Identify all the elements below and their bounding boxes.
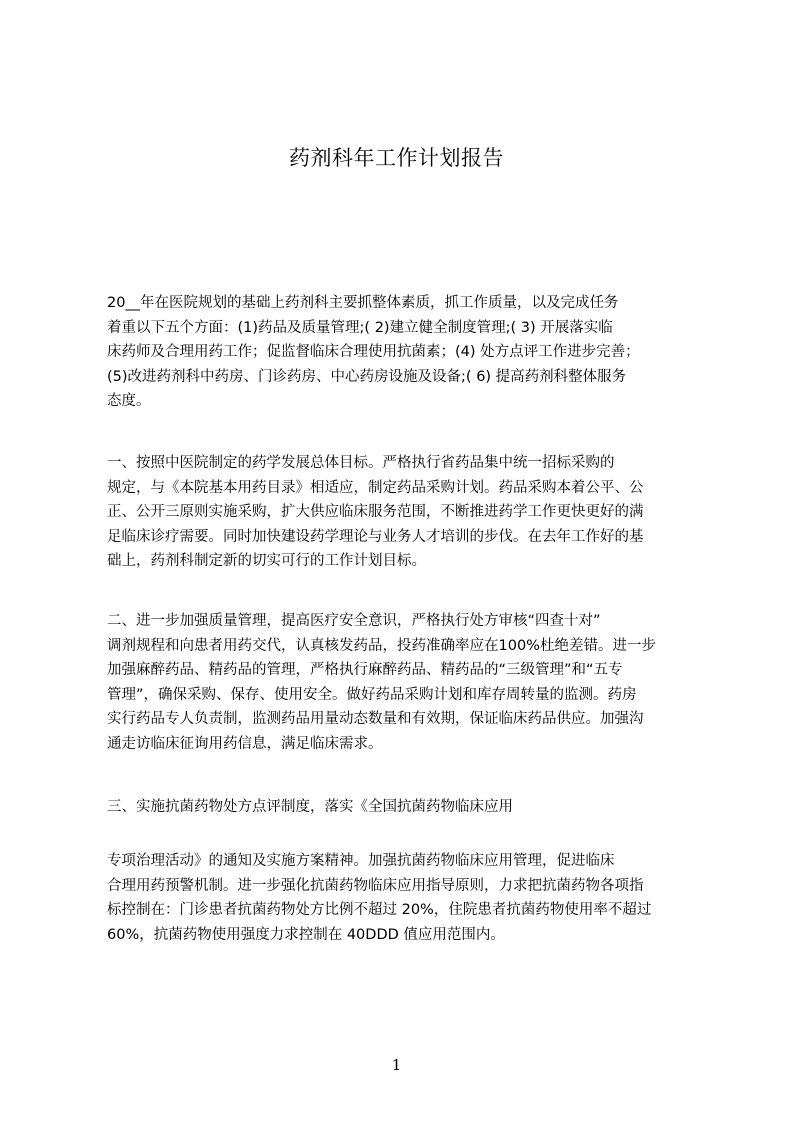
intro-paragraph bbox=[107, 291, 702, 414]
paragraph-line: 加强麻醉药品、精药品的管理，严格执行麻醉药品、精药品的“三级管理”和“五专 bbox=[107, 662, 623, 678]
page-number: 1 bbox=[391, 1056, 402, 1074]
paragraph-line: 态度。 bbox=[107, 393, 151, 409]
paragraph-line: 管理”，确保采购、保存、使用安全。做好药品采购计划和库存周转量的监测。药房 bbox=[107, 686, 637, 703]
paragraph-line: 通走访临床征询用药信息，满足临床需求。 bbox=[107, 735, 383, 752]
paragraph-line: (5)改进药剂科中药房、门诊药房、中心药房设施及设备;( 6) 提高药剂科整体服务 bbox=[107, 368, 627, 385]
section-3-paragraph bbox=[107, 849, 702, 947]
paragraph-line: 标控制在：门诊患者抗菌药物处方比例不超过 20%，住院患者抗菌药物使用率不超过 bbox=[107, 902, 652, 918]
section-2-paragraph bbox=[107, 609, 702, 756]
paragraph-line: 正、公开三原则实施采购，扩大供应临床服务范围，不断推进药学工作更快更好的满 bbox=[107, 504, 644, 520]
paragraph-line: 一、按照中医院制定的药学发展总体目标。严格执行省药品集中统一招标采购的 bbox=[107, 455, 615, 471]
section-3-heading bbox=[107, 795, 702, 820]
paragraph-line: 合理用药预警机制。进一步强化抗菌药物临床应用指导原则，力求把抗菌药物各项指 bbox=[107, 877, 644, 894]
paragraph-line: 规定，与《本院基本用药目录》相适应，制定药品采购计划。药品采购本着公平、公 bbox=[107, 479, 644, 496]
paragraph-line: 三、实施抗菌药物处方点评制度，落实《全国抗菌药物临床应用 bbox=[107, 799, 513, 815]
paragraph-line: 60%，抗菌药物使用强度力求控制在 40DDD 值应用范围内。 bbox=[107, 926, 505, 943]
paragraph-line: 着重以下五个方面：(1)药品及质量管理;( 2)建立健全制度管理;( 3) 开展落实临 bbox=[107, 319, 613, 336]
paragraph-line: 专项治理活动》的通知及实施方案精神。加强抗菌药物临床应用管理，促进临床 bbox=[107, 853, 615, 869]
paragraph-line: 20__年在医院规划的基础上药剂科主要抓整体素质，抓工作质量，以及完成任务 bbox=[107, 295, 619, 311]
paragraph-line: 实行药品专人负责制，监测药品用量动态数量和有效期，保证临床药品供应。加强沟 bbox=[107, 711, 644, 727]
paragraph-line: 二、进一步加强质量管理，提高医疗安全意识，严格执行处方审核“四查十对” bbox=[107, 613, 601, 629]
paragraph-line: 调剂规程和向患者用药交代，认真核发药品，投药准确率应在100%杜绝差错。进一步 bbox=[107, 637, 656, 654]
paragraph-line: 足临床诊疗需要。同时加快建设药学理论与业务人才培训的步伐。在去年工作好的基 bbox=[107, 528, 644, 545]
document-title: 药剂科年工作计划报告 bbox=[289, 146, 504, 170]
section-1-paragraph bbox=[107, 451, 702, 574]
paragraph-line: 础上，药剂科制定新的切实可行的工作计划目标。 bbox=[107, 553, 426, 569]
paragraph-line: 床药师及合理用药工作；促监督临床合理使用抗菌素；(4) 处方点评工作进步完善； bbox=[107, 344, 640, 360]
